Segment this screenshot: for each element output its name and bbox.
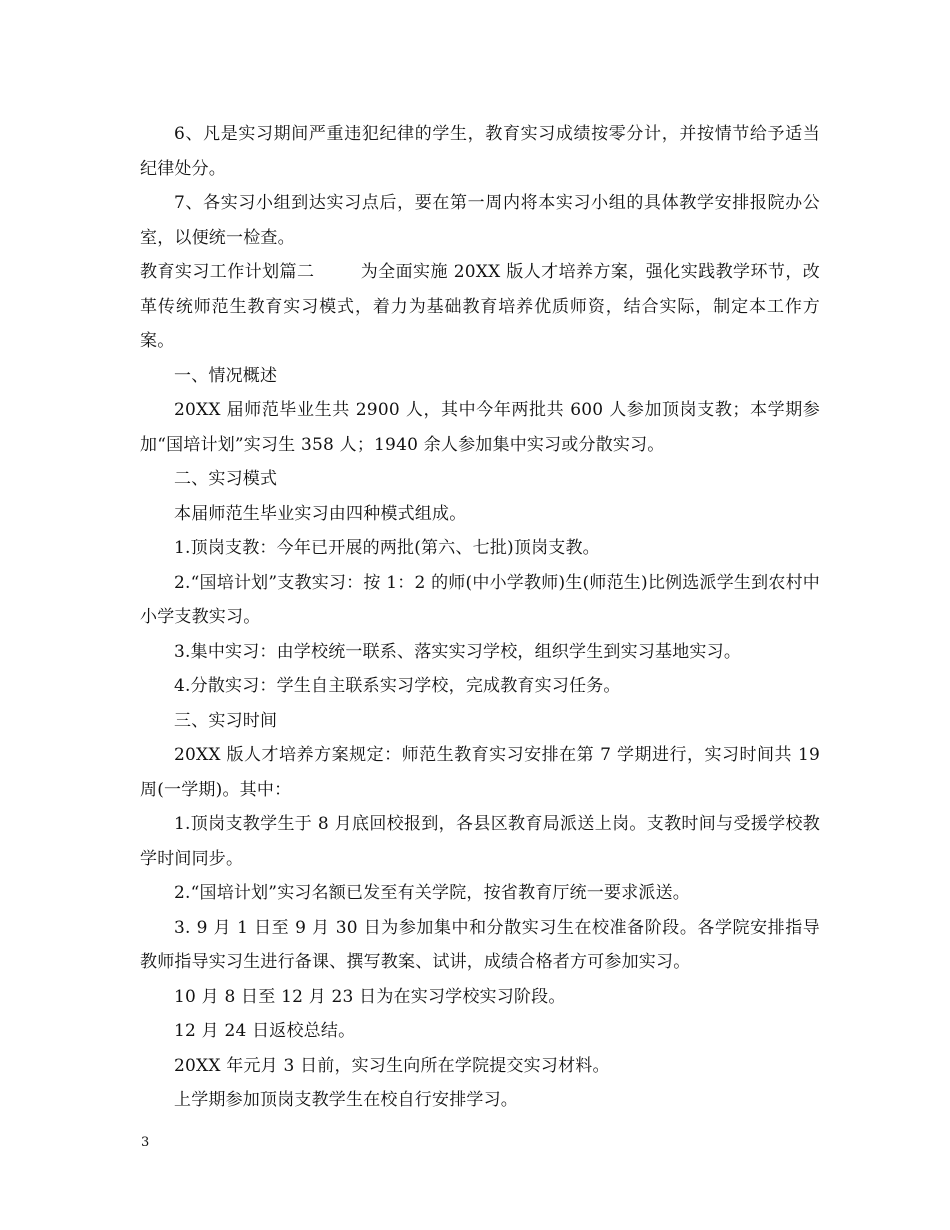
list-item-mode-4: 4.分散实习：学生自主联系实习学校，完成教育实习任务。 bbox=[174, 676, 621, 696]
list-item-time-3: 3. 9 月 1 日至 9 月 30 日为参加集中和分散实习生在校准备阶段。各学院安排指导教师指导实习生进行备课、撰写教案、试讲，成绩合格者方可参加实习。 bbox=[140, 917, 820, 972]
heading-time: 三、实习时间 bbox=[174, 710, 278, 731]
list-item-mode-3: 3.集中实习：由学校统一联系、落实实习学校，组织学生到实习基地实习。 bbox=[174, 641, 742, 662]
paragraph-time-intro: 20XX 版人才培养方案规定：师范生教育实习安排在第 7 学期进行，实习时间共 19 周(一学期)。其中： bbox=[140, 745, 820, 800]
list-item-time-2: 2.“国培计划”实习名额已发至有关学院，按省教育厅统一要求派送。 bbox=[174, 883, 691, 903]
list-item-mode-2: 2.“国培计划”支教实习：按 1：2 的师(中小学教师)生(师范生)比例选派学生到农村中小学支教实习。 bbox=[140, 572, 820, 627]
list-item-mode-1: 1.顶岗支教：今年已开展的两批(第六、七批)顶岗支教。 bbox=[174, 538, 600, 558]
list-item-time-1: 1.顶岗支教学生于 8 月底回校报到，各县区教育局派送上岗。支教时间与受援学校教学时间同步。 bbox=[140, 814, 820, 869]
paragraph-return-date: 12 月 24 日返校总结。 bbox=[174, 1021, 356, 1041]
paragraph-submit-date: 20XX 年元月 3 日前，实习生向所在学院提交实习材料。 bbox=[174, 1055, 610, 1076]
paragraph-study-arrangement: 上学期参加顶岗支教学生在校自行安排学习。 bbox=[174, 1090, 518, 1110]
section-title: 教育实习工作计划篇二 bbox=[140, 262, 315, 282]
paragraph-rule-7: 7、各实习小组到达实习点后，要在第一周内将本实习小组的具体教学安排报院办公室，以便统一检查。 bbox=[140, 193, 820, 248]
paragraph-practice-period: 10 月 8 日至 12 月 23 日为在实习学校实习阶段。 bbox=[174, 986, 566, 1007]
heading-mode: 二、实习模式 bbox=[174, 469, 278, 489]
paragraph-mode-intro: 本届师范生毕业实习由四种模式组成。 bbox=[174, 503, 467, 524]
paragraph-rule-6: 6、凡是实习期间严重违犯纪律的学生，教育实习成绩按零分计，并按情节给予适当纪律处分。 bbox=[140, 124, 820, 179]
section-intro: 为全面实施 20XX 版人才培养方案，强化实践教学环节，改革传统师范生教育实习模式，着力为基础教育培养优质师资，结合实际，制定本工作方案。 bbox=[140, 262, 821, 351]
document-body bbox=[140, 117, 820, 1118]
paragraph-overview: 20XX 届师范毕业生共 2900 人，其中今年两批共 600 人参加顶岗支教；本学期参加“国培计划”实习生 358 人；1940 余人参加集中实习或分散实习。 bbox=[140, 400, 820, 455]
heading-overview: 一、情况概述 bbox=[174, 365, 278, 386]
section-paragraph bbox=[140, 255, 820, 359]
page-number: 3 bbox=[141, 1135, 150, 1150]
